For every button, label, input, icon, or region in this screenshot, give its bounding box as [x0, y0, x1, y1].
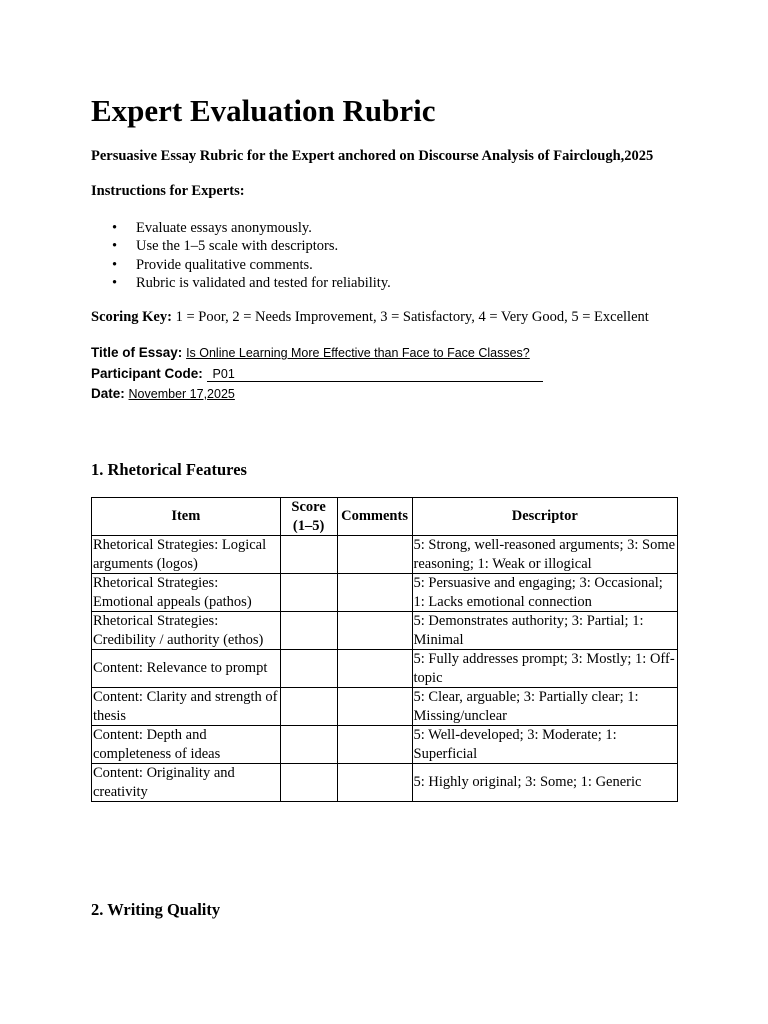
rhetorical-features-table: [91, 497, 678, 802]
comments-cell[interactable]: [337, 650, 412, 688]
scoring-key-text: 1 = Poor, 2 = Needs Improvement, 3 = Satisfactory, 4 = Very Good, 5 = Excellent: [175, 309, 649, 325]
scoring-key: [91, 309, 649, 326]
descriptor-cell: 5: Well-developed; 3: Moderate; 1: Superficial: [412, 726, 677, 764]
item-cell: Content: Originality and creativity: [92, 764, 281, 802]
column-header-score: Score (1–5): [280, 498, 337, 536]
score-cell[interactable]: [280, 726, 337, 764]
score-cell[interactable]: [280, 612, 337, 650]
list-item: • Provide qualitative comments.: [112, 256, 313, 273]
list-item: • Use the 1–5 scale with descriptors.: [112, 238, 339, 255]
column-header-descriptor: Descriptor: [412, 498, 677, 536]
list-item: • Rubric is validated and tested for reliability.: [112, 274, 391, 291]
bullet-icon: •: [112, 256, 118, 273]
descriptor-cell: 5: Strong, well-reasoned arguments; 3: Some reasoning; 1: Weak or illogical: [412, 536, 677, 574]
descriptor-cell: 5: Clear, arguable; 3: Partially clear; 1: Missing/unclear: [412, 688, 677, 726]
item-cell: Content: Depth and completeness of ideas: [92, 726, 281, 764]
list-item: • Evaluate essays anonymously.: [112, 220, 312, 236]
page-title: Expert Evaluation Rubric: [91, 93, 436, 128]
score-cell[interactable]: [280, 650, 337, 688]
table-row: [92, 612, 678, 650]
descriptor-cell: 5: Persuasive and engaging; 3: Occasional; 1: Lacks emotional connection: [412, 574, 677, 612]
item-cell: Rhetorical Strategies: Emotional appeals (pathos): [92, 574, 281, 612]
participant-code-value: P01: [207, 368, 543, 382]
table-row: [92, 726, 678, 764]
score-cell[interactable]: [280, 536, 337, 574]
essay-title-line: [91, 345, 530, 360]
bullet-icon: •: [112, 220, 118, 236]
comments-cell[interactable]: [337, 574, 412, 612]
comments-cell[interactable]: [337, 726, 412, 764]
score-cell[interactable]: [280, 574, 337, 612]
score-cell[interactable]: [280, 764, 337, 802]
descriptor-cell: 5: Highly original; 3: Some; 1: Generic: [412, 764, 677, 802]
table-header-row: [92, 498, 678, 536]
table-row: [92, 536, 678, 574]
rubric-subtitle: Persuasive Essay Rubric for the Expert anchored on Discourse Analysis of Fairclough,2025: [91, 148, 654, 164]
participant-code-label: Participant Code:: [91, 366, 203, 381]
essay-title-label: Title of Essay:: [91, 345, 183, 360]
scoring-key-label: Scoring Key:: [91, 309, 172, 325]
table-row: [92, 764, 678, 802]
essay-title-value: Is Online Learning More Effective than Face to Face Classes?: [186, 346, 530, 360]
comments-cell[interactable]: [337, 764, 412, 802]
descriptor-cell: 5: Demonstrates authority; 3: Partial; 1: Minimal: [412, 612, 677, 650]
bullet-icon: •: [112, 274, 118, 291]
date-label: Date:: [91, 386, 125, 401]
column-header-item: Item: [92, 498, 281, 536]
section-heading-rhetorical: 1. Rhetorical Features: [91, 460, 247, 479]
instructions-list: [91, 219, 391, 292]
item-cell: Rhetorical Strategies: Logical arguments (logos): [92, 536, 281, 574]
item-cell: Rhetorical Strategies: Credibility / authority (ethos): [92, 612, 281, 650]
comments-cell[interactable]: [337, 612, 412, 650]
comments-cell[interactable]: [337, 536, 412, 574]
date-value: November 17,2025: [128, 387, 235, 401]
participant-code-line: [91, 366, 543, 382]
comments-cell[interactable]: [337, 688, 412, 726]
table-row: [92, 650, 678, 688]
table-row: [92, 574, 678, 612]
date-line: [91, 386, 235, 401]
section-heading-writing-quality: 2. Writing Quality: [91, 900, 221, 919]
score-cell[interactable]: [280, 688, 337, 726]
item-cell: Content: Clarity and strength of thesis: [92, 688, 281, 726]
instructions-heading: Instructions for Experts:: [91, 183, 245, 199]
table-row: [92, 688, 678, 726]
descriptor-cell: 5: Fully addresses prompt; 3: Mostly; 1: Off-topic: [412, 650, 677, 688]
column-header-comments: Comments: [337, 498, 412, 536]
bullet-icon: •: [112, 238, 118, 255]
item-cell: Content: Relevance to prompt: [92, 650, 281, 688]
